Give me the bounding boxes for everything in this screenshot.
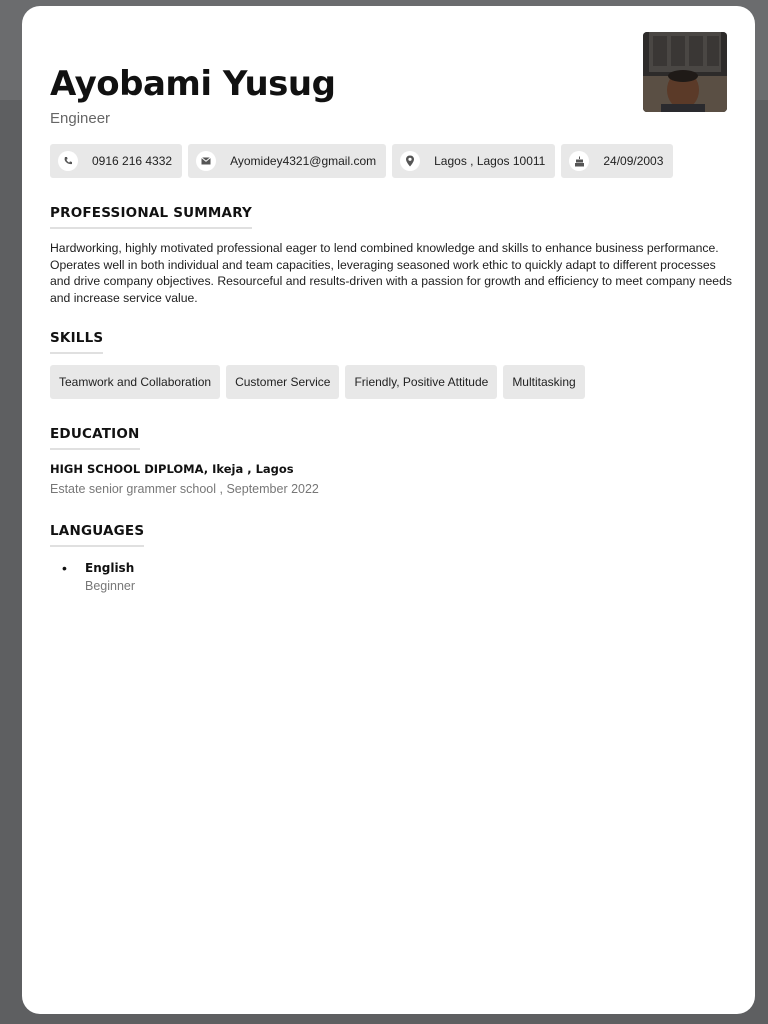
- education-heading: EDUCATION: [50, 426, 140, 450]
- skill-chip: Customer Service: [226, 365, 339, 399]
- skill-chip: Teamwork and Collaboration: [50, 365, 220, 399]
- contact-phone: [50, 144, 182, 178]
- email-text: Ayomidey4321@gmail.com: [230, 154, 377, 168]
- summary-heading: PROFESSIONAL SUMMARY: [50, 205, 252, 229]
- job-title: Engineer: [50, 110, 111, 127]
- resume-page: [22, 6, 755, 1014]
- location-text: Lagos , Lagos 10011: [434, 154, 546, 168]
- birthday-cake-icon: [569, 151, 589, 171]
- education-degree: HIGH SCHOOL DIPLOMA, Ikeja , Lagos: [50, 462, 294, 476]
- education-school-date: Estate senior grammer school , September 2022: [50, 482, 319, 496]
- languages-heading: LANGUAGES: [50, 523, 144, 547]
- summary-text: Hardworking, highly motivated professional eager to lend combined knowledge and skills to enhance business performance. Operates well in both individual and team capacities, leveraging seasoned work ethic to quickly adapt to different processes and drive company objectives. Resourceful and results-driven with a passion for growth and efficiency to meet company needs and increase service value.: [50, 241, 732, 305]
- language-item: [62, 560, 135, 593]
- language-name: English: [85, 561, 135, 575]
- contact-location: [392, 144, 555, 178]
- list-bullet: •: [62, 560, 67, 576]
- phone-text: 0916 216 4332: [92, 154, 173, 168]
- mail-icon: [196, 151, 216, 171]
- skills-heading: SKILLS: [50, 330, 103, 354]
- phone-icon: [58, 151, 78, 171]
- skill-chip: Friendly, Positive Attitude: [345, 365, 497, 399]
- contact-email: [188, 144, 386, 178]
- language-level: Beginner: [85, 579, 136, 593]
- contact-birthdate: [561, 144, 673, 178]
- candidate-name: Ayobami Yusug: [50, 64, 336, 104]
- skill-chip: Multitasking: [503, 365, 584, 399]
- profile-photo: [643, 32, 727, 112]
- skills-list: [50, 365, 585, 399]
- location-pin-icon: [400, 151, 420, 171]
- birthdate-text: 24/09/2003: [603, 154, 664, 168]
- contact-info-row: [50, 144, 673, 178]
